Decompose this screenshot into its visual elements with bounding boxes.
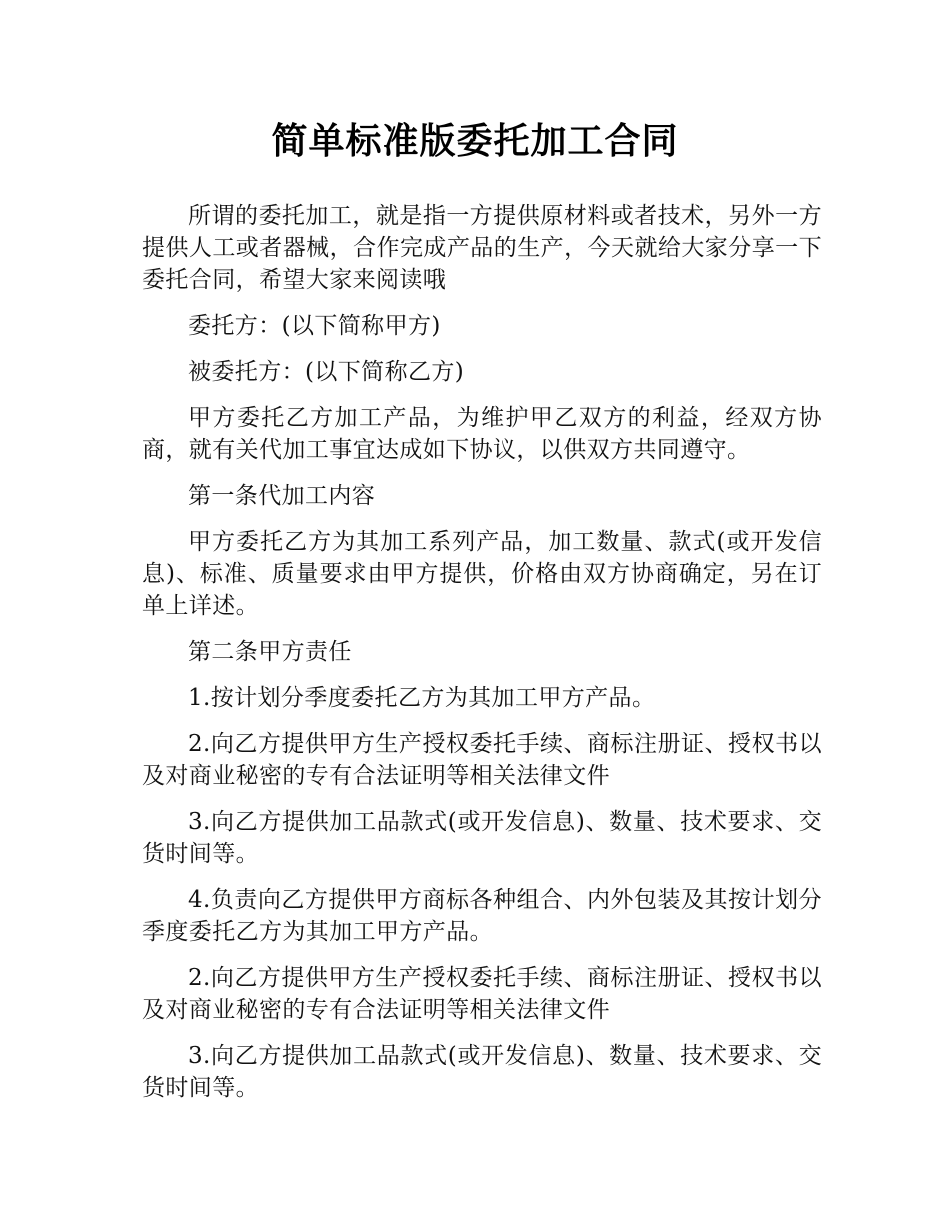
article-2-item-1: 1.按计划分季度委托乙方为其加工甲方产品。 [188,685,656,711]
article-2-heading: 第二条甲方责任 [188,639,352,665]
article-2-item-2-repeat: 2.向乙方提供甲方生产授权委托手续、商标注册证、授权书以及对商业秘密的专有合法证明等相关法律文件 [142,965,822,1023]
document-title: 简单标准版委托加工合同 [271,121,679,162]
article-2-item-3-repeat: 3.向乙方提供加工品款式(或开发信息)、数量、技术要求、交货时间等。 [142,1043,822,1101]
article-2-item-4: 4.负责向乙方提供甲方商标各种组合、内外包装及其按计划分季度委托乙方为其加工甲方产品。 [142,887,822,945]
paragraph-preamble: 甲方委托乙方加工产品，为维护甲乙双方的利益，经双方协商，就有关代加工事宜达成如下协议，以供双方共同遵守。 [142,405,822,463]
document-body [142,200,822,1118]
article-2-item-2: 2.向乙方提供甲方生产授权委托手续、商标注册证、授权书以及对商业秘密的专有合法证明等相关法律文件 [142,731,822,789]
article-2-item-3: 3.向乙方提供加工品款式(或开发信息)、数量、技术要求、交货时间等。 [142,809,822,867]
paragraph-contractor: 被委托方：(以下简称乙方) [188,359,465,385]
article-1-heading: 第一条代加工内容 [188,483,376,509]
paragraph-client: 委托方：(以下简称甲方) [188,313,441,339]
article-1-content: 甲方委托乙方为其加工系列产品，加工数量、款式(或开发信息)、标准、质量要求由甲方提供，价格由双方协商确定，另在订单上详述。 [142,529,822,619]
paragraph-intro: 所谓的委托加工，就是指一方提供原材料或者技术，另外一方提供人工或者器械，合作完成产品的生产，今天就给大家分享一下委托合同，希望大家来阅读哦 [142,203,822,293]
